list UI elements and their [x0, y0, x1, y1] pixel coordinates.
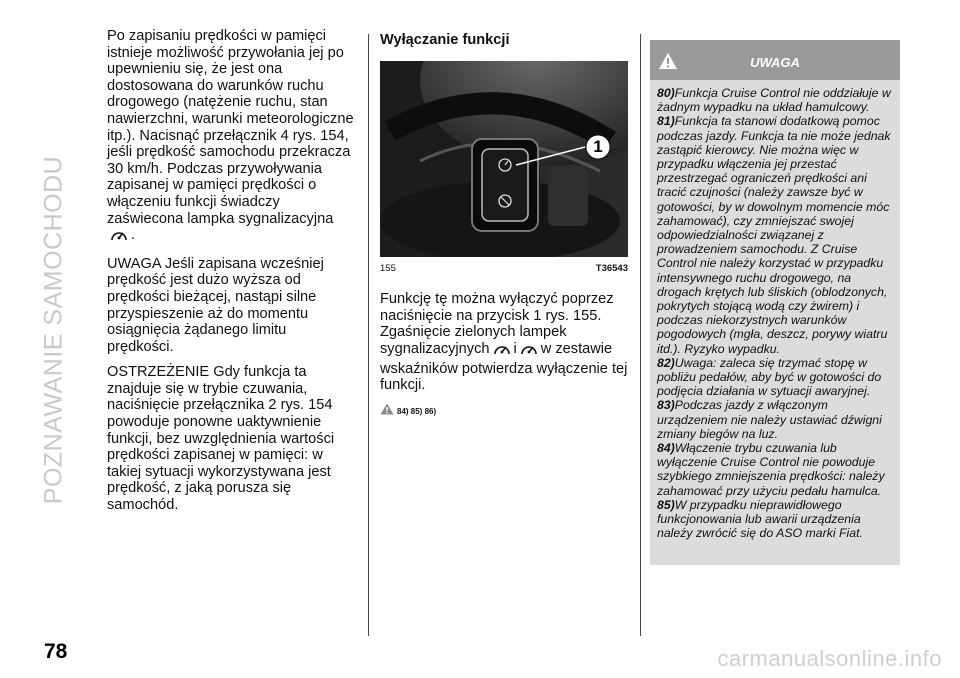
warning-item-text: Funkcja ta stanowi dodatkową pomoc podczas jazdy. Funkcja ta nie może jednak zastąpić kierowcy. Nie można więc w przypadku włączenia jej przestać przestrzegać ograniczeń prędkości ani tracić czujności (należy zawsze być w gotowości, by w dowolnym momencie móc zahamować), czy zmniejszać swojej odpowiedzialności związanej z prowadzeniem samochodu. Z Cruise Control nie należy korzystać w przypadku intensywnego ruchu drogowego, na drogach krętych lub śliskich (oblodzonych, pokrytych stojącą wodą czy żwirem) i podczas niekorzystnych warunków pogodowych (mgła, deszcz, porywy wiatru itd.). Ryzyko wypadku.	[657, 114, 891, 356]
warning-item	[657, 498, 893, 541]
paragraph: Funkcję tę można wyłączyć poprzez naciśnięcie na przycisk 1 rys. 155. Zgaśnięcie zielonych lampek sygnalizacyjnych i w zestawie wskaźników potwierdza wyłączenie tej funkcji.	[380, 291, 628, 394]
figure-code: T36543	[595, 262, 628, 274]
warning-item-number: 80)	[657, 86, 675, 100]
warning-item-number: 84)	[657, 441, 675, 456]
cruise-control-lamp-icon	[519, 342, 539, 361]
warning-item-text: Uwaga: zaleca się trzymać stopę w pobliżu pedałów, aby być w gotowości do podjęcia działania w sytuacji awaryjnej.	[657, 355, 882, 399]
paragraph: Po zapisaniu prędkości w pamięci istnieje możliwość przywołania jej po upewnieniu się, że jest ona dostosowana do warunków ruchu drogowego (natężenie ruchu, stan nawierzchni, warunki meteorologiczne itp.). Nacisnąć przełącznik 4 rys. 154, jeśli prędkość samochodu przekracza 30 km/h. Podczas przywoływania zapisanej w pamięci prędkości o włączeniu funkcji świadczy zaświecona lampka sygnalizacyjna.	[107, 28, 355, 247]
caution-paragraph: OSTRZEŻENIE Gdy funkcja ta znajduje się w trybie czuwania, naciśnięcie przełącznika 2 rys. 154 powoduje ponowne uaktywnienie funkcji, bez uwzględnienia wartości prędkości zapisanej w pamięci: w takiej sytuacji wykorzystywana jest prędkość, z jaką porusza się samochód.	[107, 364, 335, 514]
warning-item-number: 83)	[657, 398, 675, 413]
warning-item	[657, 356, 893, 399]
warning-item-text: Podczas jazdy z włączonym urządzeniem nie należy ustawiać dźwigni zmiany biegów na luz.	[657, 398, 882, 441]
warning-item-number: 85)	[657, 497, 675, 512]
warning-item	[657, 441, 893, 498]
figure-caption	[380, 261, 628, 278]
cruise-control-lamp-icon	[492, 342, 512, 361]
middle-column	[380, 28, 630, 421]
left-column	[107, 28, 355, 523]
note-paragraph: UWAGA Jeśli zapisana wcześniej prędkość jest dużo wyższa od prędkości bieżącej, nastąpi silne przyspieszenie aż do momentu osiągnięcia żądanego limitu prędkości.	[107, 255, 324, 355]
warning-item-number: 82)	[657, 355, 675, 370]
watermark: carmanualsonline.info	[717, 646, 942, 671]
column-divider	[640, 34, 641, 636]
figure-callout-number: 1	[593, 136, 603, 156]
warning-header	[650, 40, 900, 80]
side-section-title: POZNAWANIE SAMOCHODU	[39, 155, 68, 505]
section-heading: Wyłączanie funkcji	[380, 32, 510, 48]
warning-item	[657, 398, 893, 441]
warning-item	[657, 114, 893, 355]
warning-title: UWAGA	[750, 55, 800, 70]
warning-item	[657, 86, 893, 114]
warning-item-number: 81)	[657, 114, 675, 129]
column-divider	[368, 34, 369, 636]
warning-triangle-icon	[380, 403, 394, 422]
figure-number: 155	[380, 262, 396, 274]
steering-wheel-photo	[380, 61, 628, 257]
warning-item-text: W przypadku nieprawidłowego funkcjonowania lub awarii urządzenia należy zwrócić się do ASO marki Fiat.	[657, 497, 863, 541]
page-number: 78	[44, 640, 68, 663]
cruise-control-lamp-icon	[109, 228, 129, 247]
warning-references: 84) 85) 86)	[380, 403, 630, 422]
warning-body	[650, 80, 900, 541]
warning-item-text: Funkcja Cruise Control nie oddziałuje w żadnym wypadku na układ hamulcowy.	[657, 86, 891, 115]
warning-item-text: Włączenie trybu czuwania lub wyłączenie Cruise Control nie powoduje szybkiego zmniejszenia prędkości: należy zahamować przy użyciu pedału hamulca.	[657, 441, 885, 498]
warning-box	[650, 40, 900, 565]
